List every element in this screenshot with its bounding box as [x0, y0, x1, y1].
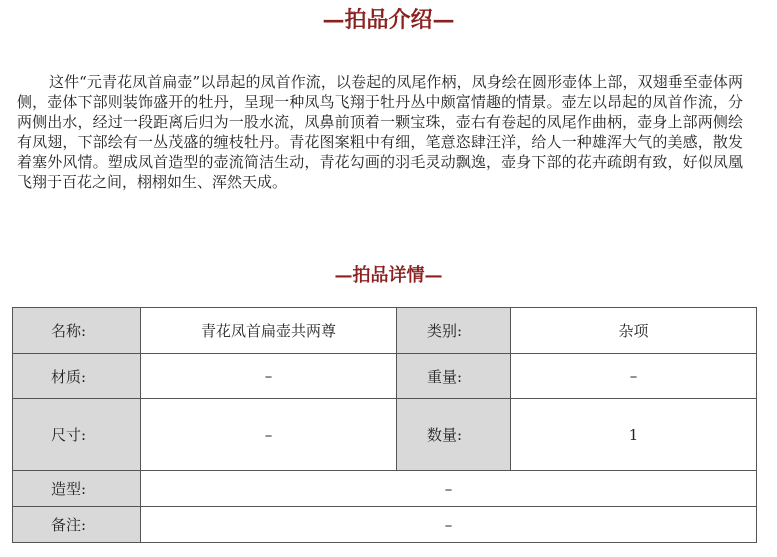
table-row	[13, 399, 757, 471]
quantity-value: 1	[511, 399, 757, 471]
weight-value: –	[511, 354, 757, 399]
shape-label: 造型:	[13, 471, 141, 507]
details-table	[12, 307, 757, 543]
intro-paragraph: 这件“元青花凤首扁壶”以昂起的凤首作流，以卷起的凤尾作柄，凤身绘在圆形壶体上部，双翅垂至壶体两侧，壶体下部则装饰盛开的牡丹，呈现一种凤鸟飞翔于牡丹丛中颇富情趣的情景。壶左以昂起的凤首作流，分两侧出水，经过一段距离后归为一股水流，凤鼻前顶着一颗宝珠，壶右有卷起的凤尾作曲柄，壶身上部两侧绘有凤翅，下部绘有一丛茂盛的缠枝牡丹。青花图案粗中有细，笔意恣肆汪洋，给人一种雄浑大气的美感，散发着塞外风情。塑成凤首造型的壶流简洁生动，青花勾画的羽毛灵动飘逸，壶身下部的花卉疏朗有致，好似凤凰飞翔于百花之间，栩栩如生、浑然天成。	[17, 73, 743, 191]
size-label: 尺寸:	[13, 399, 141, 471]
table-row	[13, 507, 757, 543]
details-section-title: —拍品详情—	[334, 265, 443, 286]
material-label: 材质:	[13, 354, 141, 399]
name-label: 名称:	[13, 308, 141, 354]
category-value: 杂项	[511, 308, 757, 354]
intro-section-title: —拍品介绍—	[322, 7, 455, 33]
size-value: –	[141, 399, 397, 471]
category-label: 类别:	[397, 308, 511, 354]
note-value: –	[141, 507, 757, 543]
table-row	[13, 471, 757, 507]
table-row	[13, 308, 757, 354]
table-row	[13, 354, 757, 399]
weight-label: 重量:	[397, 354, 511, 399]
note-label: 备注:	[13, 507, 141, 543]
quantity-label: 数量:	[397, 399, 511, 471]
shape-value: –	[141, 471, 757, 507]
material-value: –	[141, 354, 397, 399]
name-value: 青花凤首扁壶共两尊	[141, 308, 397, 354]
